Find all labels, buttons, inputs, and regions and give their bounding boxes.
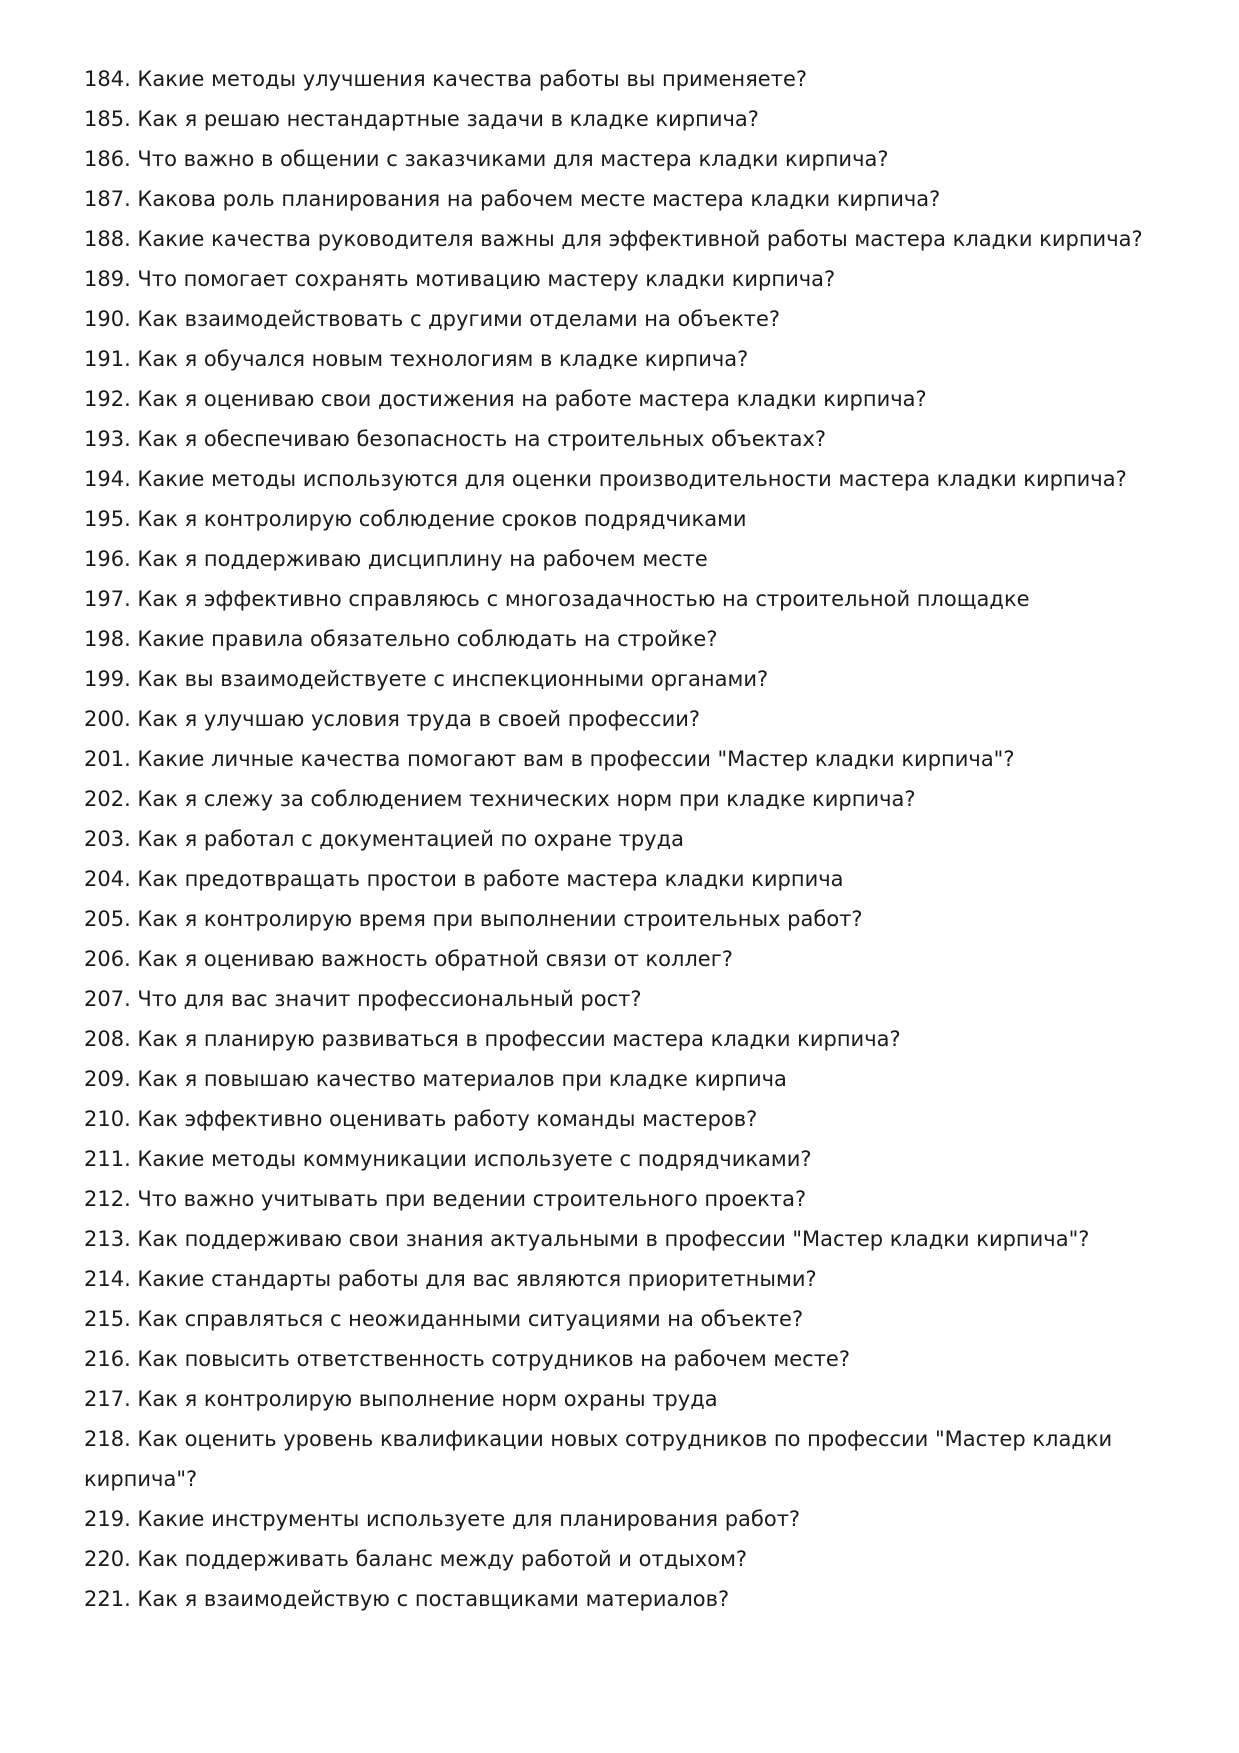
- list-item: 210. Как эффективно оценивать работу команды мастеров?: [84, 1107, 758, 1131]
- list-item: 209. Как я повышаю качество материалов при кладке кирпича: [84, 1067, 787, 1091]
- list-item: 186. Что важно в общении с заказчиками для мастера кладки кирпича?: [84, 147, 889, 171]
- list-item: 206. Как я оцениваю важность обратной связи от коллег?: [84, 947, 733, 971]
- list-item: 214. Какие стандарты работы для вас являются приоритетными?: [84, 1267, 817, 1291]
- list-item: 200. Как я улучшаю условия труда в своей профессии?: [84, 707, 701, 731]
- list-item: 191. Как я обучался новым технологиям в кладке кирпича?: [84, 347, 749, 371]
- list-item: 194. Какие методы используются для оценки производительности мастера кладки кирпича?: [84, 467, 1127, 491]
- list-item: 188. Какие качества руководителя важны для эффективной работы мастера кладки кирпича?: [84, 227, 1143, 251]
- list-item: 221. Как я взаимодействую с поставщиками материалов?: [84, 1587, 730, 1611]
- list-item: 207. Что для вас значит профессиональный рост?: [84, 987, 642, 1011]
- list-item: 184. Какие методы улучшения качества работы вы применяете?: [84, 67, 808, 91]
- list-item: 198. Какие правила обязательно соблюдать на стройке?: [84, 627, 718, 651]
- list-item: 219. Какие инструменты используете для планирования работ?: [84, 1507, 801, 1531]
- list-item: 204. Как предотвращать простои в работе мастера кладки кирпича: [84, 867, 844, 891]
- list-item: 199. Как вы взаимодействуете с инспекционными органами?: [84, 667, 769, 691]
- list-item: 213. Как поддерживаю свои знания актуальными в профессии "Мастер кладки кирпича"?: [84, 1227, 1090, 1251]
- list-item: 211. Какие методы коммуникации используете с подрядчиками?: [84, 1147, 812, 1171]
- list-item: 203. Как я работал с документацией по охране труда: [84, 827, 684, 851]
- list-item: 202. Как я слежу за соблюдением технических норм при кладке кирпича?: [84, 787, 916, 811]
- question-list: [84, 59, 1174, 1619]
- list-item: 220. Как поддерживать баланс между работой и отдыхом?: [84, 1547, 748, 1571]
- list-item: 215. Как справляться с неожиданными ситуациями на объекте?: [84, 1307, 804, 1331]
- list-item: 208. Как я планирую развиваться в профессии мастера кладки кирпича?: [84, 1027, 901, 1051]
- list-item: 196. Как я поддерживаю дисциплину на рабочем месте: [84, 547, 708, 571]
- list-item: 192. Как я оцениваю свои достижения на работе мастера кладки кирпича?: [84, 387, 927, 411]
- list-item: 189. Что помогает сохранять мотивацию мастеру кладки кирпича?: [84, 267, 836, 291]
- list-item: 187. Какова роль планирования на рабочем месте мастера кладки кирпича?: [84, 187, 941, 211]
- list-item: 218. Как оценить уровень квалификации новых сотрудников по профессии "Мастер кладки кирпича"?: [84, 1427, 1113, 1491]
- list-item: 197. Как я эффективно справляюсь с многозадачностью на строительной площадке: [84, 587, 1030, 611]
- list-item: 190. Как взаимодействовать с другими отделами на объекте?: [84, 307, 781, 331]
- list-item: 193. Как я обеспечиваю безопасность на строительных объектах?: [84, 427, 827, 451]
- list-item: 201. Какие личные качества помогают вам в профессии "Мастер кладки кирпича"?: [84, 747, 1015, 771]
- list-item: 185. Как я решаю нестандартные задачи в кладке кирпича?: [84, 107, 759, 131]
- list-item: 195. Как я контролирую соблюдение сроков подрядчиками: [84, 507, 747, 531]
- list-item: 216. Как повысить ответственность сотрудников на рабочем месте?: [84, 1347, 850, 1371]
- list-item: 217. Как я контролирую выполнение норм охраны труда: [84, 1387, 718, 1411]
- list-item: 205. Как я контролирую время при выполнении строительных работ?: [84, 907, 863, 931]
- list-item: 212. Что важно учитывать при ведении строительного проекта?: [84, 1187, 807, 1211]
